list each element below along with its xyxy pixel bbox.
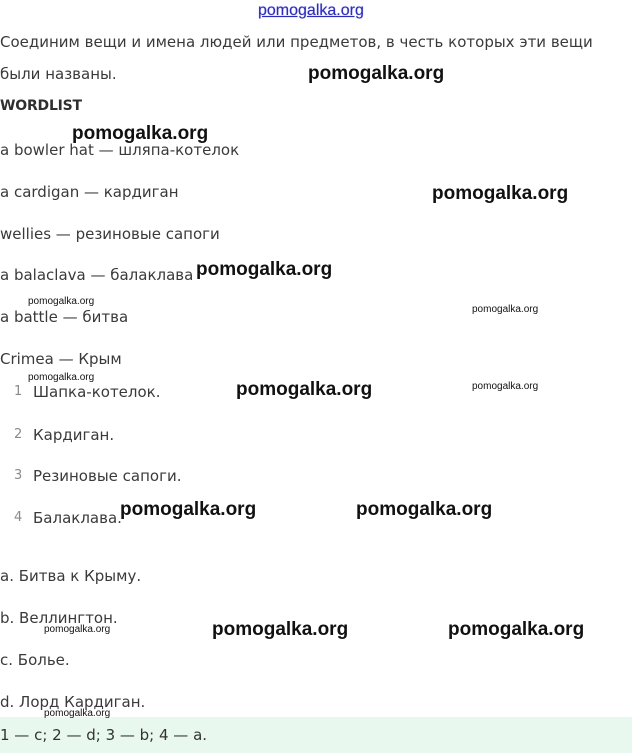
- watermark: pomogalka.org: [472, 304, 539, 315]
- numbered-item: Балаклава.: [33, 509, 122, 527]
- answer-box: [0, 717, 632, 753]
- wordlist-item: a battle — битва: [0, 308, 129, 326]
- wordlist-item: Crimea — Крым: [0, 350, 122, 368]
- lettered-item: b. Веллингтон.: [0, 609, 118, 627]
- numbered-item: Резиновые сапоги.: [33, 467, 182, 485]
- intro-line-1: Соединим вещи и имена людей или предметов, в честь которых эти вещи: [0, 33, 593, 51]
- watermark: pomogalka.org: [28, 372, 95, 383]
- watermark: pomogalka.org: [72, 123, 209, 144]
- watermark: pomogalka.org: [308, 63, 445, 84]
- watermark: pomogalka.org: [448, 619, 585, 640]
- watermark: pomogalka.org: [44, 708, 111, 719]
- lettered-item: c. Болье.: [0, 651, 70, 669]
- list-number: 3: [14, 468, 23, 483]
- list-number: 4: [14, 510, 23, 525]
- list-number: 1: [14, 384, 23, 399]
- list-number: 2: [14, 427, 23, 442]
- watermark: pomogalka.org: [44, 624, 111, 635]
- watermark: pomogalka.org: [212, 619, 349, 640]
- watermark: pomogalka.org: [120, 499, 257, 520]
- watermark: pomogalka.org: [356, 499, 493, 520]
- wordlist-item: a bowler hat — шляпа-котелок: [0, 141, 240, 159]
- numbered-item: Шапка-котелок.: [33, 383, 161, 401]
- watermark: pomogalka.org: [28, 296, 95, 307]
- watermark: pomogalka.org: [472, 381, 539, 392]
- wordlist-item: a cardigan — кардиган: [0, 183, 179, 201]
- wordlist-item: wellies — резиновые сапоги: [0, 225, 220, 243]
- lettered-item: d. Лорд Кардиган.: [0, 693, 146, 711]
- watermark: pomogalka.org: [432, 183, 569, 204]
- wordlist-title: WORDLIST: [0, 98, 82, 114]
- answer-text: 1 — c; 2 — d; 3 — b; 4 — a.: [0, 726, 208, 744]
- watermark: pomogalka.org: [236, 379, 373, 400]
- watermark: pomogalka.org: [196, 259, 333, 280]
- lettered-item: a. Битва к Крыму.: [0, 567, 142, 585]
- intro-line-2: были названы.: [0, 65, 117, 83]
- numbered-item: Кардиган.: [33, 426, 115, 444]
- header-watermark[interactable]: pomogalka.org: [258, 2, 364, 19]
- wordlist-item: a balaclava — балаклава: [0, 266, 194, 284]
